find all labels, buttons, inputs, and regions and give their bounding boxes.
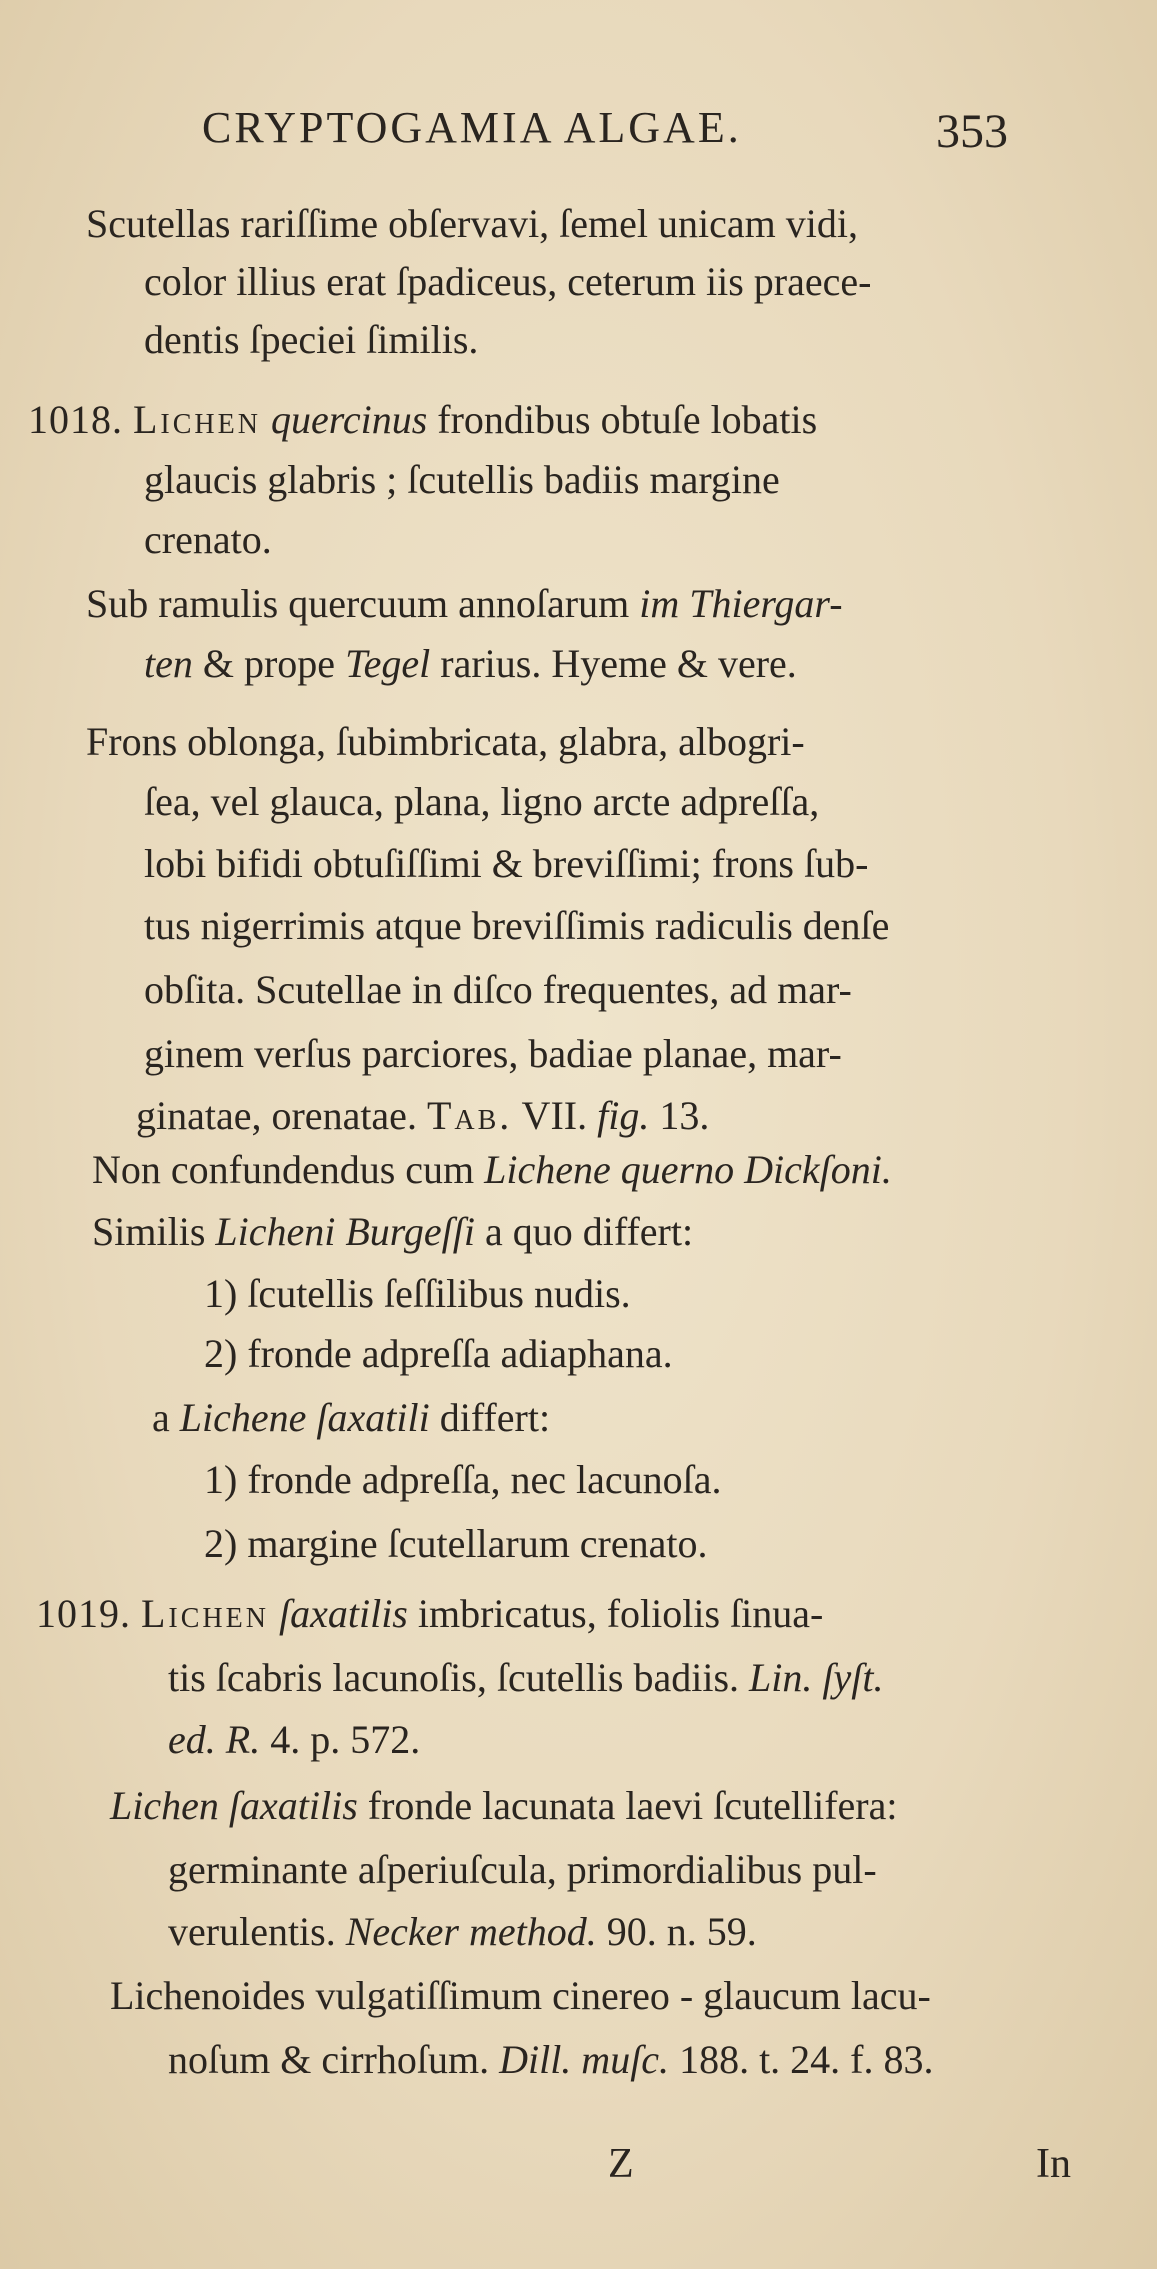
text-line bbox=[168, 1716, 420, 1766]
cited-species: Lichen ſaxatilis bbox=[110, 1783, 358, 1828]
citation: Lin. ſyſt. bbox=[749, 1655, 884, 1700]
text-line bbox=[168, 2036, 934, 2086]
text-run: Non confundendus cum bbox=[92, 1147, 485, 1192]
cited-species: Lichene ſaxatili bbox=[179, 1395, 430, 1440]
diagnosis-text: frondibus obtuſe lobatis bbox=[427, 397, 818, 442]
citation: Necker method. bbox=[345, 1909, 597, 1954]
text-run: a quo differt: bbox=[474, 1209, 694, 1254]
text-run: Sub ramulis quercuum annoſarum bbox=[86, 581, 640, 626]
text-line: Scutellas rariſſime obſervavi, ſemel unicam vidi, bbox=[86, 201, 858, 246]
text-line bbox=[92, 1146, 892, 1196]
entry-number: 1019. bbox=[36, 1591, 131, 1636]
text-line: Lichenoides vulgatiſſimum cinereo - glaucum lacu- bbox=[110, 1973, 931, 2018]
catchword: In bbox=[1036, 2141, 1071, 2187]
citation: Dill. muſc. bbox=[499, 2037, 670, 2082]
text-run: VII. bbox=[512, 1093, 598, 1138]
page-header bbox=[0, 96, 1157, 166]
citation: ed. R. bbox=[168, 1717, 261, 1762]
species-name: quercinus bbox=[270, 397, 428, 442]
text-run: noſum & cirrhoſum. bbox=[168, 2037, 500, 2082]
figure-reference: fig. bbox=[597, 1093, 650, 1138]
text-run: 4. p. 572. bbox=[260, 1717, 421, 1762]
text-line: color illius erat ſpadiceus, ceterum iis praece- bbox=[144, 259, 872, 304]
text-line bbox=[144, 640, 797, 690]
list-item: 1) ſcutellis ſeſſilibus nudis. bbox=[204, 1271, 631, 1316]
text-run: differt: bbox=[429, 1395, 551, 1440]
text-run: rarius. Hyeme & vere. bbox=[430, 641, 797, 686]
diagnosis-text: imbricatus, foliolis ſinua- bbox=[407, 1591, 824, 1636]
text-run: 188. t. 24. f. 83. bbox=[669, 2037, 934, 2082]
page-number: 353 bbox=[936, 105, 1008, 158]
text-line bbox=[168, 1654, 883, 1704]
text-line: obſita. Scutellae in diſco frequentes, ad mar- bbox=[144, 967, 852, 1012]
text-line: Frons oblonga, ſubimbricata, glabra, albogri- bbox=[86, 719, 805, 764]
list-item: 2) margine ſcutellarum crenato. bbox=[204, 1521, 708, 1566]
list-item: 1) fronde adpreſſa, nec lacunoſa. bbox=[204, 1457, 722, 1502]
text-line: crenato. bbox=[144, 517, 272, 562]
text-run: 13. bbox=[649, 1093, 710, 1138]
text-line: tus nigerrimis atque breviſſimis radiculis denſe bbox=[144, 903, 890, 948]
place-name: ten bbox=[144, 641, 193, 686]
text-run: Similis bbox=[92, 1209, 216, 1254]
text-line bbox=[152, 1394, 550, 1444]
cited-species: Licheni Burgeſſi bbox=[215, 1209, 475, 1254]
species-entry-1018 bbox=[28, 396, 817, 446]
text-line: lobi bifidi obtuſiſſimi & breviſſimi; frons ſub- bbox=[144, 841, 869, 886]
species-name: ſaxatilis bbox=[278, 1591, 408, 1636]
text-line bbox=[168, 1908, 757, 1958]
text-line: ginem verſus parciores, badiae planae, mar- bbox=[144, 1031, 842, 1076]
entry-number: 1018. bbox=[28, 397, 123, 442]
text-line: ſea, vel glauca, plana, ligno arcte adpreſſa, bbox=[144, 779, 820, 824]
text-run: 90. n. 59. bbox=[596, 1909, 757, 1954]
text-run: a bbox=[152, 1395, 180, 1440]
place-name: Tegel bbox=[345, 641, 431, 686]
text-line bbox=[136, 1092, 709, 1142]
place-name: im Thiergar- bbox=[639, 581, 843, 626]
genus-name: Lichen bbox=[141, 1591, 269, 1636]
text-line: germinante aſperiuſcula, primordialibus pul- bbox=[168, 1847, 877, 1892]
page-footer bbox=[0, 2140, 1157, 2200]
running-title: CRYPTOGAMIA ALGAE. bbox=[202, 103, 742, 152]
text-run: fronde lacunata laevi ſcutellifera: bbox=[357, 1783, 898, 1828]
text-line: dentis ſpeciei ſimilis. bbox=[144, 317, 479, 362]
list-item: 2) fronde adpreſſa adiaphana. bbox=[204, 1331, 673, 1376]
signature-mark: Z bbox=[608, 2141, 634, 2187]
genus-name: Lichen bbox=[133, 397, 261, 442]
text-run: & prope bbox=[192, 641, 346, 686]
text-line: glaucis glabris ; ſcutellis badiis margine bbox=[144, 457, 780, 502]
cited-species: Lichene querno Dickſoni. bbox=[484, 1147, 892, 1192]
text-run: ginatae, orenatae. bbox=[136, 1093, 427, 1138]
species-entry-1019 bbox=[36, 1590, 823, 1640]
table-reference: Tab. bbox=[426, 1093, 513, 1138]
text-run: verulentis. bbox=[168, 1909, 346, 1954]
text-run: tis ſcabris lacunoſis, ſcutellis badiis. bbox=[168, 1655, 750, 1700]
text-line bbox=[92, 1208, 693, 1258]
text-line bbox=[86, 580, 843, 630]
text-line bbox=[110, 1782, 897, 1832]
